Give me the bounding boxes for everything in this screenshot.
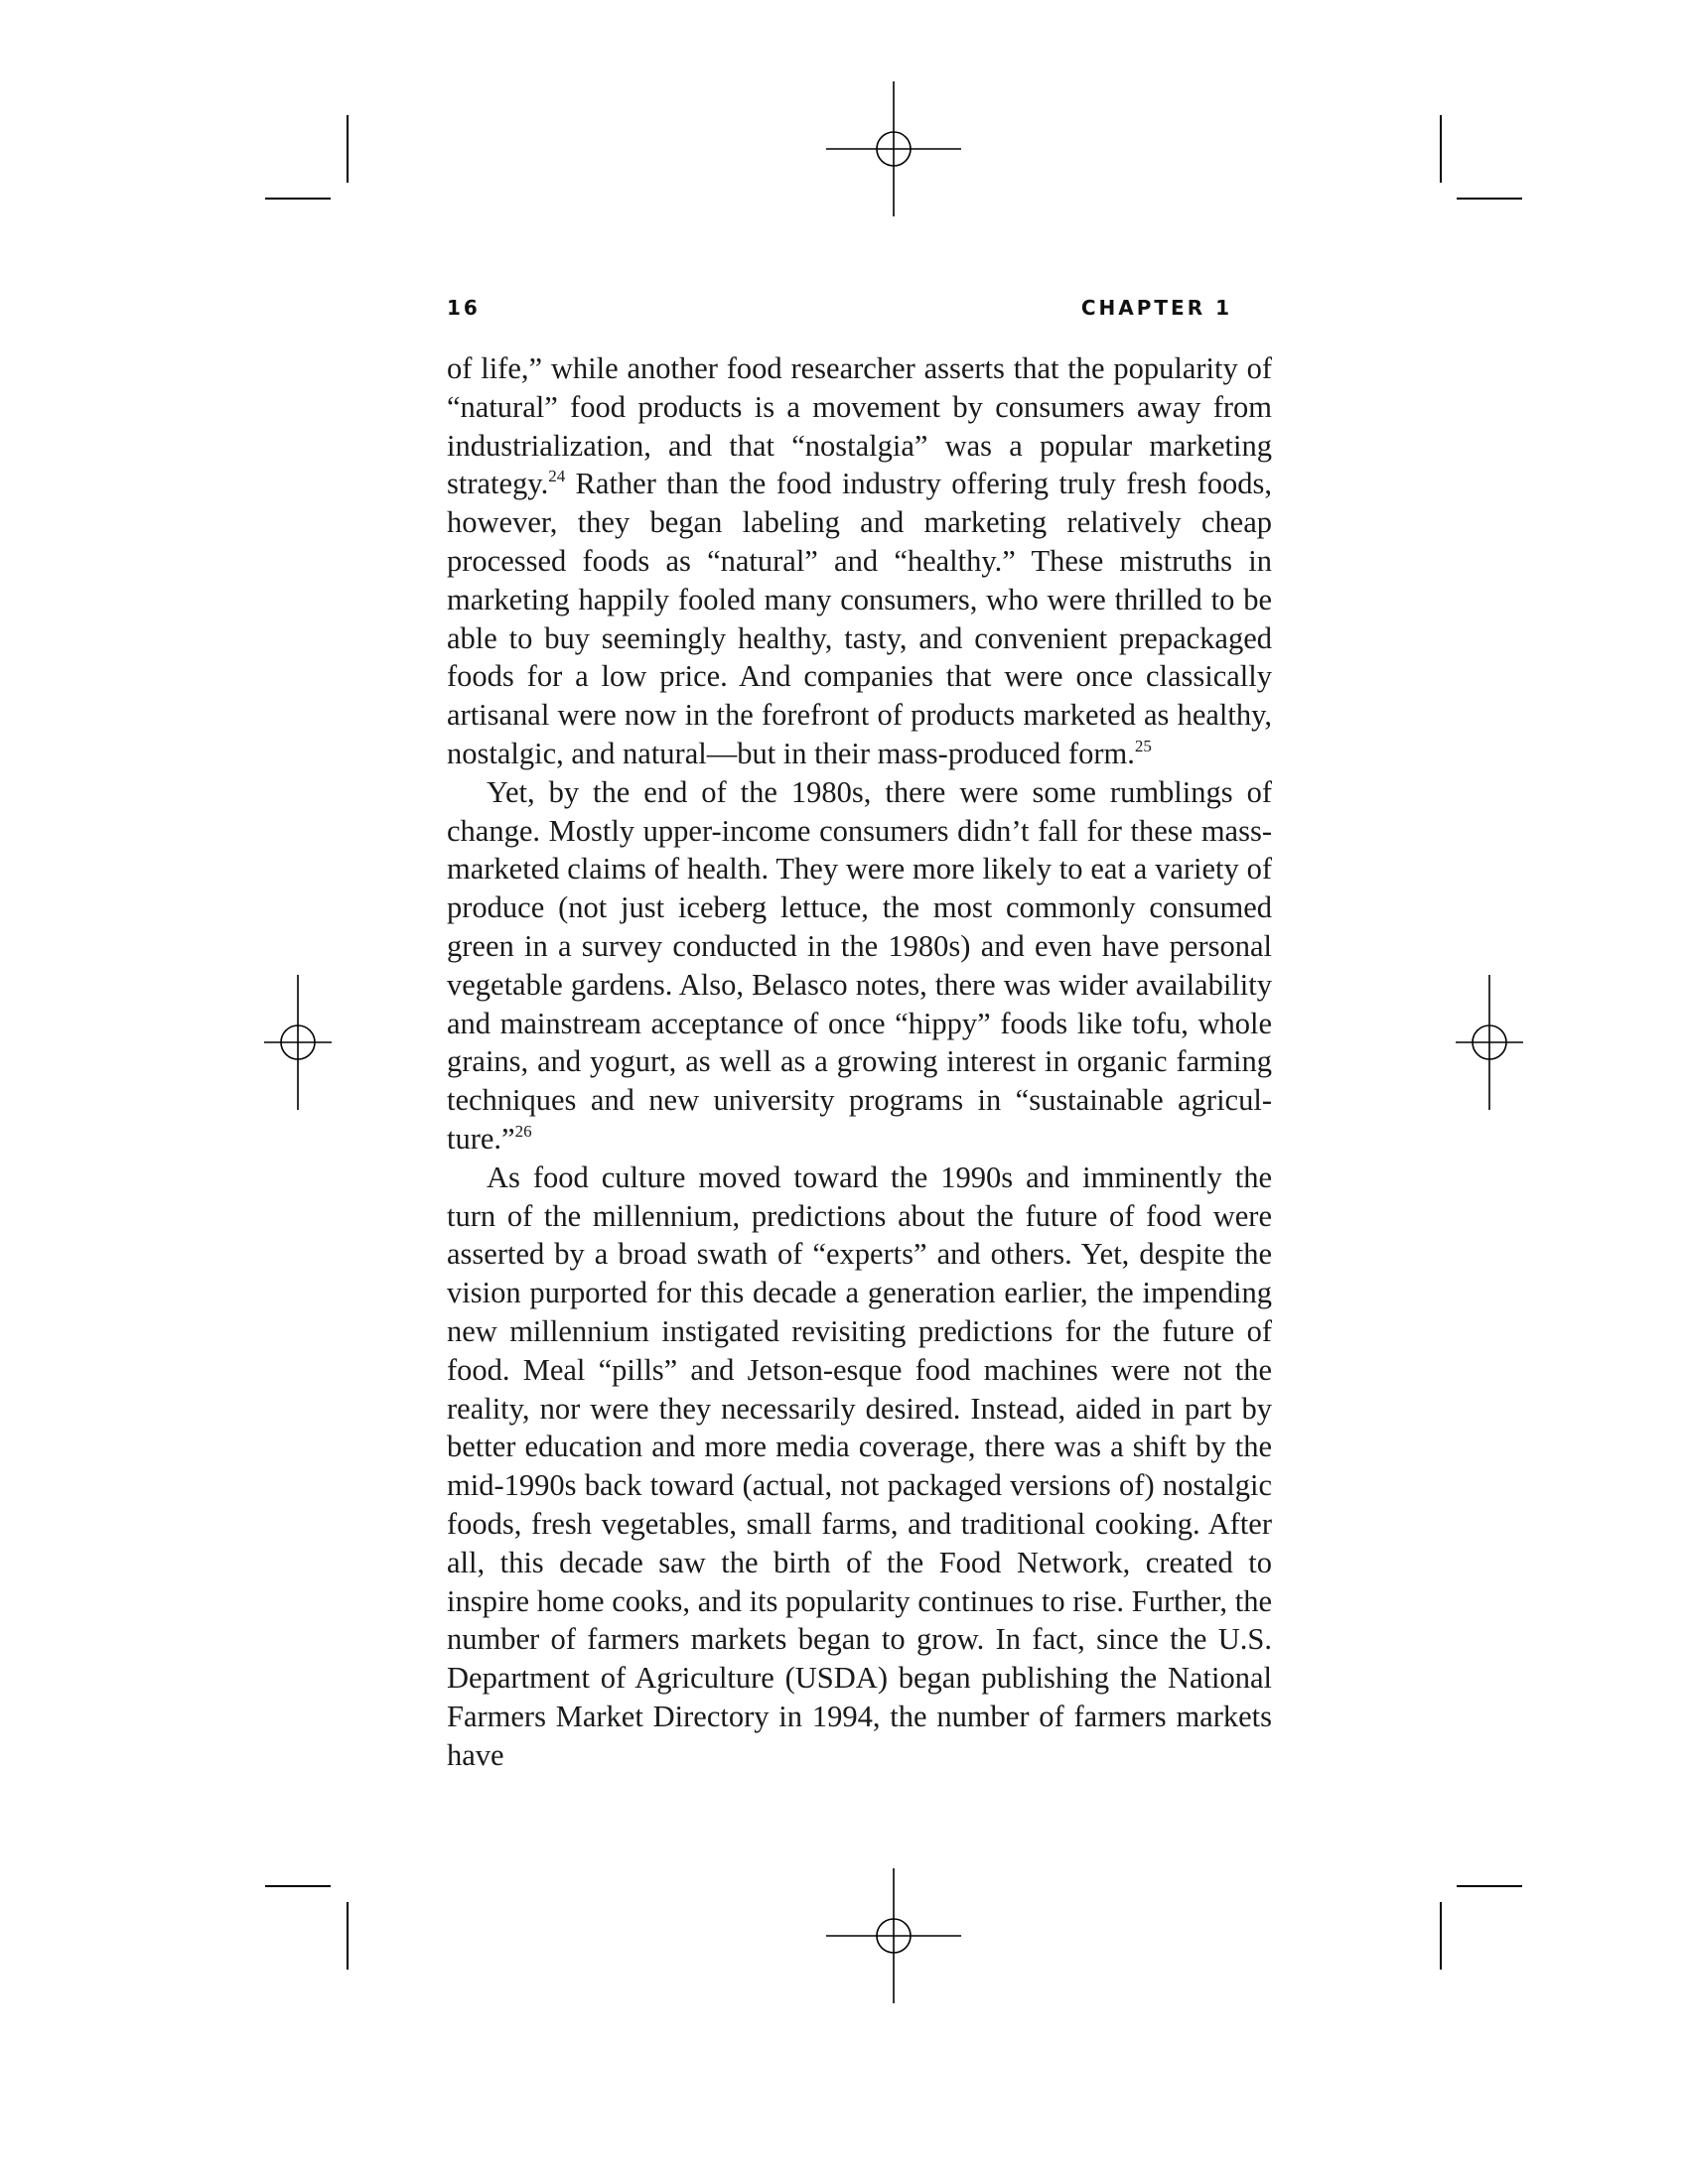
crop-mark-bottom-right-vertical bbox=[1440, 1902, 1442, 1970]
crop-mark-bottom-left-vertical bbox=[347, 1902, 349, 1970]
crop-mark-top-left-vertical bbox=[347, 115, 349, 183]
crop-mark-top-left-horizontal bbox=[265, 198, 331, 200]
paragraph-text: Rather than the food industry offering truly fresh foods, however, they began labeling and marketing relatively cheap processed foods as “natural” and “healthy.” These mistruths in marketing happily fooled many consumers, who were thrilled to be able to buy seemingly healthy, tasty, and convenient prepackaged foods for a low price. And companies that were once classically artisanal were now in the forefront of products marketed as healthy, nostalgic, and natural—but in their mass-produced form. bbox=[447, 467, 1272, 770]
paragraph-3 bbox=[447, 1159, 1272, 1775]
crop-mark-top-right-horizontal bbox=[1457, 198, 1522, 200]
paragraph-1 bbox=[447, 349, 1272, 773]
footnote-ref: 24 bbox=[548, 467, 566, 486]
registration-mark-left bbox=[230, 975, 365, 1110]
chapter-title: CHAPTER 1 bbox=[1080, 296, 1232, 320]
registration-mark-top bbox=[826, 81, 961, 216]
footnote-ref: 26 bbox=[514, 1121, 532, 1141]
page-number: 16 bbox=[447, 296, 481, 320]
running-head bbox=[447, 296, 1232, 326]
registration-mark-right bbox=[1422, 975, 1557, 1110]
paragraph-text: of life,” while another food researcher asserts that the popularity of “natural” food products is a movement by consumers away from industrialization, and that “nostalgia” was a popular marketing strategy. bbox=[447, 351, 1272, 501]
footnote-ref: 25 bbox=[1134, 736, 1152, 755]
paragraph-text: As food culture moved toward the 1990s and imminently the turn of the millennium, predictions about the future of food were asserted by a broad swath of “experts” and others. Yet, despite the vision purported for this decade a generation earlier, the impending new millennium instigated revisiting predictions for the future of food. Meal “pills” and Jetson-esque food machines were not the reality, nor were they necessarily desired. Instead, aided in part by better education and more media coverage, there was a shift by the mid-1990s back toward (actual, not packaged versions of) nostalgic foods, fresh vegetables, small farms, and traditional cooking. After all, this decade saw the birth of the Food Network, created to inspire home cooks, and its popularity continues to rise. Further, the number of farmers markets began to grow. In fact, since the U.S. Department of Agriculture (USDA) began publishing the National Farmers Market Directory in 1994, the number of farmers markets have bbox=[447, 1160, 1272, 1772]
body-text bbox=[447, 349, 1272, 1774]
crop-mark-top-right-vertical bbox=[1440, 115, 1442, 183]
paragraph-2 bbox=[447, 773, 1272, 1159]
crop-mark-bottom-left-horizontal bbox=[265, 1885, 331, 1887]
crop-mark-bottom-right-horizontal bbox=[1457, 1885, 1522, 1887]
paragraph-text: Yet, by the end of the 1980s, there were some rumblings of change. Mostly upper-income consumers didn’t fall for these mass-marketed claims of health. They were more likely to eat a variety of produce (not just iceberg lettuce, the most commonly consumed green in a survey conducted in the 1980s) and even have personal vegetable gardens. Also, Belasco notes, there was wider availability and mainstream acceptance of once “hippy” foods like tofu, whole grains, and yogurt, as well as a growing interest in organic farming techniques and new university programs in “sustainable agriculture.” bbox=[447, 774, 1272, 1156]
registration-mark-bottom bbox=[826, 1868, 961, 2003]
